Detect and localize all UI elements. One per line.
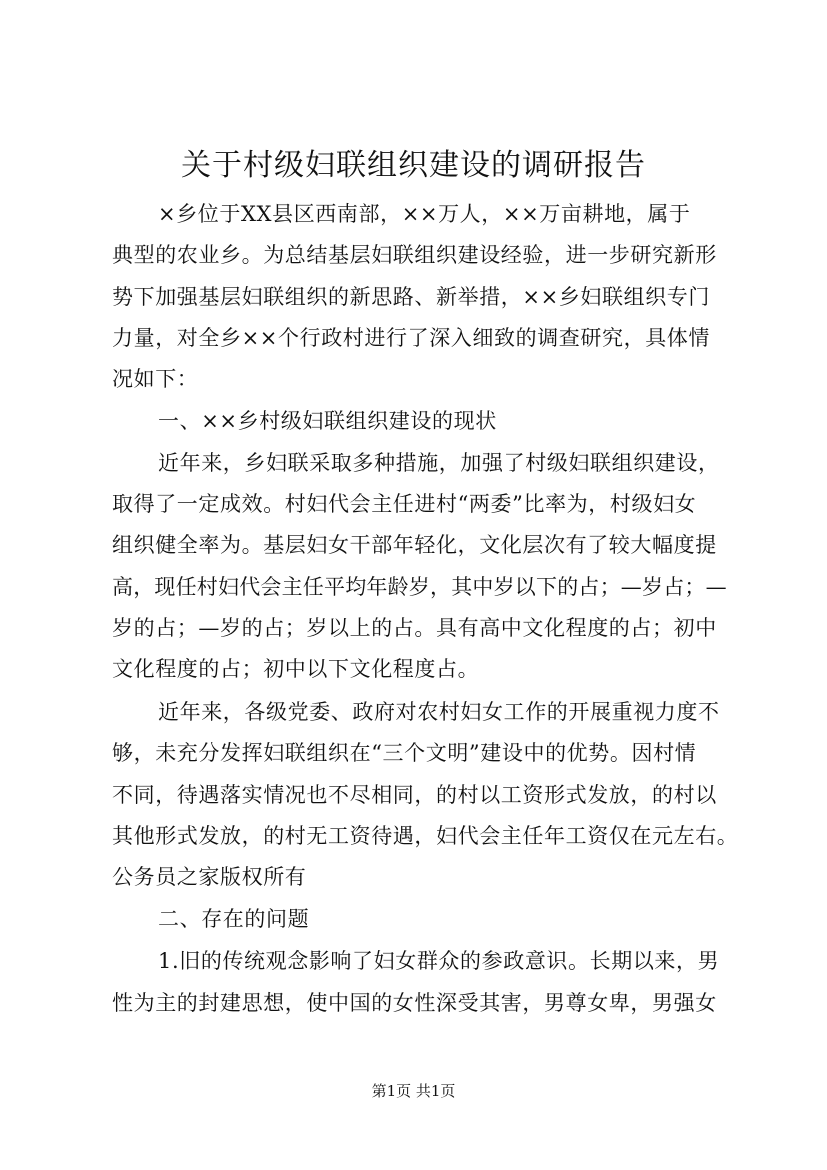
text-line: 典型的农业乡。为总结基层妇联组织建设经验，进一步研究新形 xyxy=(112,243,717,267)
text-line: 组织健全率为。基层妇女干部年轻化，文化层次有了较大幅度提 xyxy=(112,533,717,557)
text-line: 岁的占；—岁的占；岁以上的占。具有高中文化程度的占；初中 xyxy=(112,616,717,640)
text-line: ×乡位于XX县区西南部，××万人，××万亩耕地，属于 xyxy=(158,202,691,226)
text-line: 力量，对全乡××个行政村进行了深入细致的调查研究，具体情 xyxy=(112,326,710,350)
text-line: 1.旧的传统观念影响了妇女群众的参政意识。长期以来，男 xyxy=(158,949,720,973)
text-line: 公务员之家版权所有 xyxy=(112,865,307,889)
text-line: 够，未充分发挥妇联组织在“三个文明”建设中的优势。因村情 xyxy=(112,741,697,765)
text-line: 近年来，各级党委、政府对农村妇女工作的开展重视力度不 xyxy=(158,700,720,724)
text-line: 势下加强基层妇联组织的新思路、新举措，××乡妇联组织专门 xyxy=(112,285,710,309)
page-footer: 第1页 共1页 xyxy=(371,1082,456,1100)
text-line: 不同，待遇落实情况也不尽相同，的村以工资形式发放，的村以 xyxy=(112,783,717,807)
document-title: 关于村级妇联组织建设的调研报告 xyxy=(181,148,646,183)
text-line: 其他形式发放，的村无工资待遇，妇代会主任年工资仅在元左右。 xyxy=(112,824,739,848)
text-line: 况如下： xyxy=(112,367,199,391)
section-heading: 二、存在的问题 xyxy=(158,907,310,931)
text-line: 近年来，乡妇联采取多种措施，加强了村级妇联组织建设， xyxy=(158,451,720,475)
section-heading: 一、××乡村级妇联组织建设的现状 xyxy=(158,409,497,433)
text-line: 性为主的封建思想，使中国的女性深受其害，男尊女卑，男强女 xyxy=(112,991,717,1015)
text-line: 取得了一定成效。村妇代会主任进村“两委”比率为，村级妇女 xyxy=(112,492,697,516)
text-line: 高，现任村妇代会主任平均年龄岁，其中岁以下的占；—岁占；— xyxy=(112,575,727,599)
text-line: 文化程度的占；初中以下文化程度占。 xyxy=(112,657,480,681)
